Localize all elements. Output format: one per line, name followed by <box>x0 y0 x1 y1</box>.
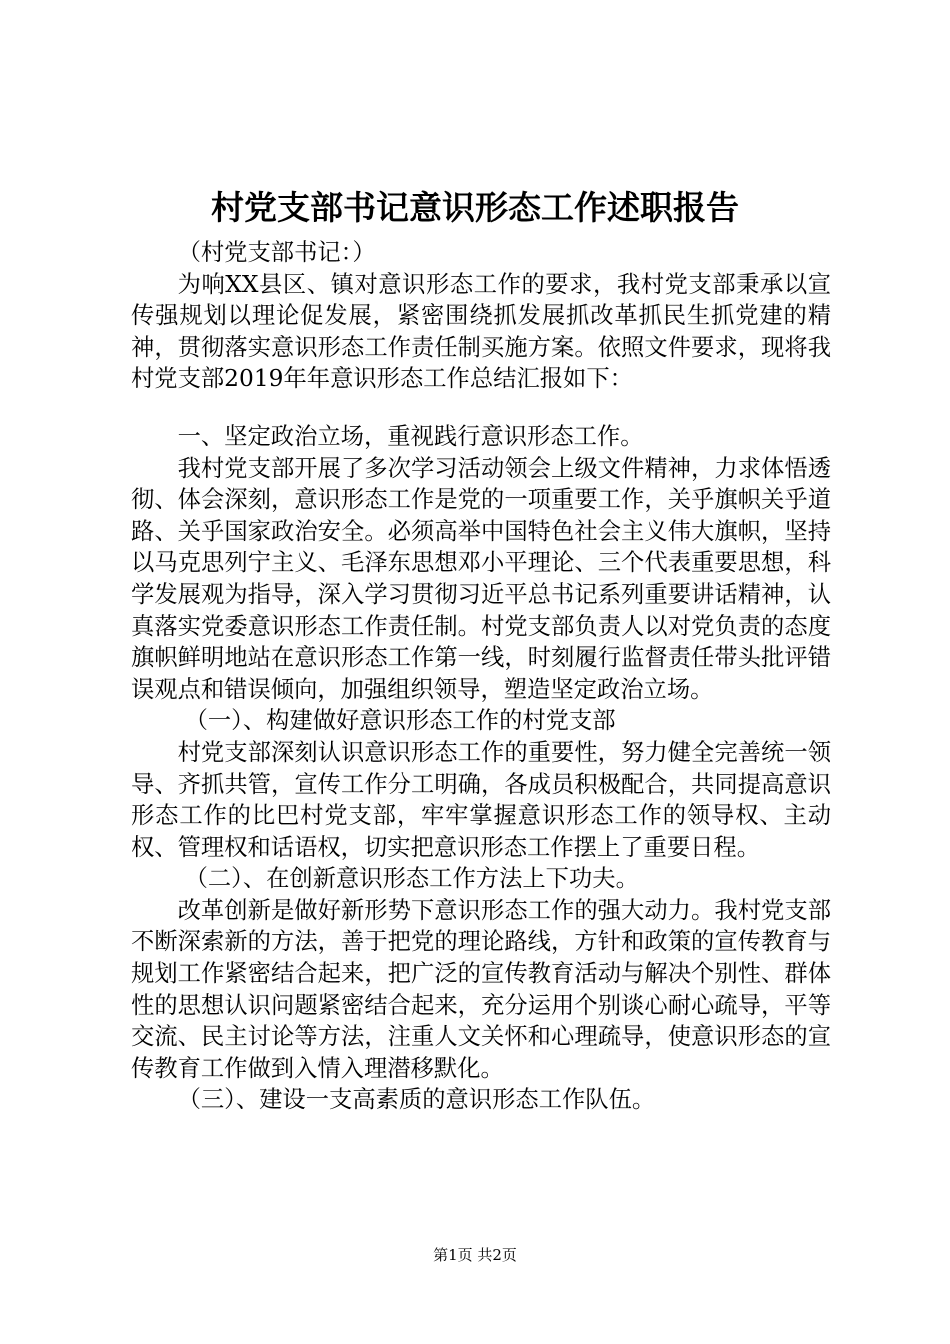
subsection-2-paragraph: 改革创新是做好新形势下意识形态工作的强大动力。我村党支部不断深索新的方法，善于把党的理论路线，方针和政策的宣传教育与规划工作紧密结合起来，把广泛的宣传教育活动与解决个别性、群体性的思想认识问题紧密结合起来，充分运用个别谈心耐心疏导，平等交流、民主讨论等方法，注重人文关怀和心理疏导，使意识形态的宣传教育工作做到入情入理潜移默化。 <box>131 896 831 1082</box>
section-1-paragraph: 我村党支部开展了多次学习活动领会上级文件精神，力求体悟透彻、体会深刻，意识形态工作是党的一项重要工作，关乎旗帜关乎道路、关乎国家政治安全。必须高举中国特色社会主义伟大旗帜，坚持以马克思列宁主义、毛泽东思想邓小平理论、三个代表重要思想，科学发展观为指导，深入学习贯彻习近平总书记系列重要讲话精神，认真落实党委意识形态工作责任制。村党支部负责人以对党负责的态度旗帜鲜明地站在意识形态工作第一线，时刻履行监督责任带头批评错误观点和错误倾向，加强组织领导，塑造坚定政治立场。 <box>131 454 831 703</box>
subsection-heading-2: （二）、在创新意识形态工作方法上下功夫。 <box>184 865 639 893</box>
subsection-1-paragraph: 村党支部深刻认识意识形态工作的重要性，努力健全完善统一领导、齐抓共管，宣传工作分工明确，各成员积极配合，共同提高意识形态工作的比巴村党支部，牢牢掌握意识形态工作的领导权、主动权、管理权和话语权，切实把意识形态工作摆上了重要日程。 <box>131 738 831 861</box>
intro-paragraph: 为响XX县区、镇对意识形态工作的要求，我村党支部秉承以宣传强规划以理论促发展，紧密围绕抓发展抓改革抓民生抓党建的精神，贯彻落实意识形态工作责任制买施方案。依照文件要求，现将我村党支部2019年年意识形态工作总结汇报如下： <box>131 270 831 393</box>
section-heading-1: 一、坚定政治立场，重视践行意识形态工作。 <box>177 422 644 450</box>
page-footer: 第1页 共2页 <box>433 1246 517 1264</box>
subsection-heading-3: （三）、建设一支高素质的意识形态工作队伍。 <box>177 1086 656 1114</box>
document-title: 村党支部书记意识形态工作述职报告 <box>211 188 739 227</box>
document-body <box>131 237 831 1116</box>
subsection-heading-1: （一）、构建做好意识形态工作的村党支部 <box>184 707 616 735</box>
author-line: （村党支部书记：） <box>177 239 376 266</box>
